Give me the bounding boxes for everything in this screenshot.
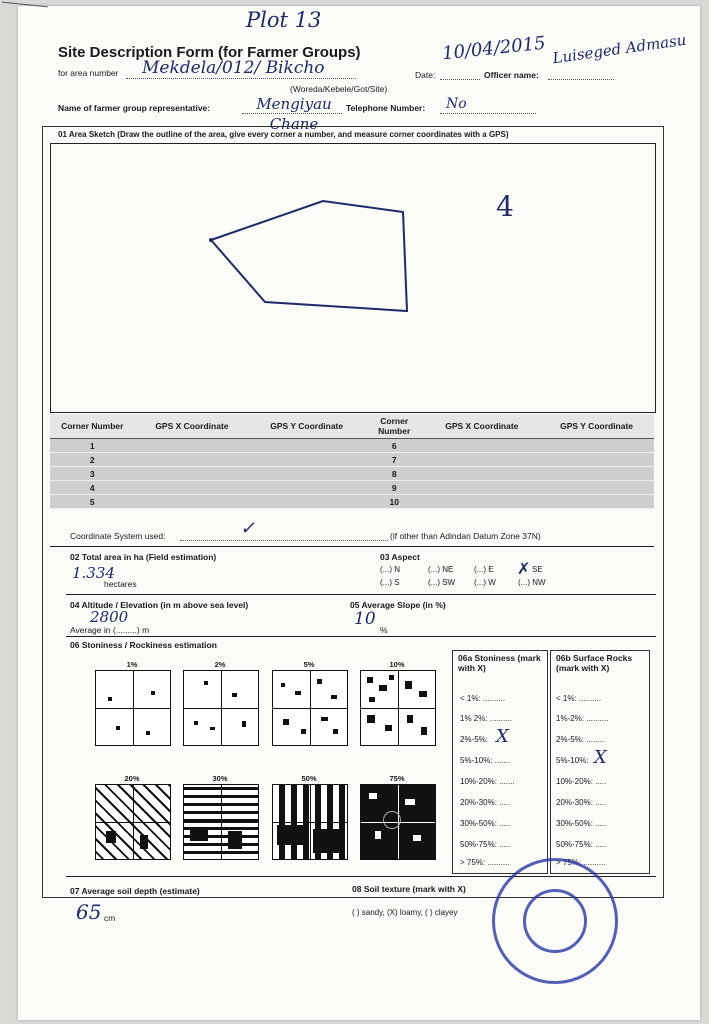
th-corner-2: Corner Number bbox=[364, 414, 424, 439]
stoniness-heading: 06 Stoniness / Rockiness estimation bbox=[70, 640, 217, 650]
area-heading: 02 Total area in ha (Field estimation) bbox=[70, 552, 217, 562]
official-stamp bbox=[492, 858, 618, 984]
stoniness-panel-30 bbox=[183, 784, 259, 860]
area-total-value: 1.334 bbox=[72, 564, 115, 582]
gps-x-cell[interactable] bbox=[135, 481, 250, 495]
coord-label: Coordinate System used: bbox=[70, 531, 166, 541]
panel-label: 30% bbox=[212, 774, 228, 783]
stoniness-option[interactable]: 5%-10%: ....... bbox=[460, 756, 511, 765]
gps-y-cell[interactable] bbox=[539, 481, 654, 495]
form-title: Site Description Form (for Farmer Groups) bbox=[58, 44, 361, 61]
stoniness-option[interactable]: 10%-20%: ....... bbox=[460, 777, 515, 786]
soil-depth-unit: cm bbox=[104, 913, 116, 923]
stoniness-panel-10 bbox=[360, 670, 436, 746]
gps-table bbox=[50, 414, 654, 509]
stoniness-panel-1 bbox=[95, 670, 171, 746]
slope-heading: 05 Average Slope (in %) bbox=[350, 600, 446, 610]
aspect-option[interactable]: SE bbox=[532, 565, 543, 574]
rocks-option[interactable]: > 75%: .......... bbox=[556, 858, 606, 867]
gps-x-cell[interactable] bbox=[424, 481, 539, 495]
corner-number: 5 bbox=[50, 495, 135, 509]
area-value: Mekdela/012/ Bikcho bbox=[142, 58, 325, 78]
corner-number: 9 bbox=[364, 481, 424, 495]
coord-value: ✓ bbox=[240, 518, 256, 539]
gps-x-cell[interactable] bbox=[424, 495, 539, 509]
aspect-option[interactable]: (...) SW bbox=[428, 578, 456, 587]
gps-x-cell[interactable] bbox=[424, 439, 539, 453]
gps-y-cell[interactable] bbox=[249, 453, 364, 467]
rep-value: Mengiyau Chane bbox=[256, 95, 332, 133]
corner-number: 7 bbox=[364, 453, 424, 467]
phone-label: Telephone Number: bbox=[346, 103, 426, 113]
th-gps-y-1: GPS Y Coordinate bbox=[249, 414, 364, 439]
stoniness-option[interactable]: < 1%: .......... bbox=[460, 694, 506, 703]
corner-number: 6 bbox=[364, 439, 424, 453]
gps-y-cell[interactable] bbox=[539, 439, 654, 453]
th-gps-y-2: GPS Y Coordinate bbox=[539, 414, 654, 439]
rocks-option[interactable]: 1%-2%: .......... bbox=[556, 714, 609, 723]
soil-texture-heading: 08 Soil texture (mark with X) bbox=[352, 884, 466, 894]
plot-annotation: Plot 13 bbox=[246, 8, 322, 32]
table-row bbox=[50, 495, 654, 509]
plot-outline bbox=[211, 201, 407, 311]
altitude-heading: 04 Altitude / Elevation (in m above sea level) bbox=[70, 600, 249, 610]
aspect-option[interactable]: (...) E bbox=[474, 565, 494, 574]
date-dots bbox=[440, 79, 480, 80]
coord-dots bbox=[180, 540, 388, 541]
stoniness-option[interactable]: 50%-75%: ..... bbox=[460, 840, 511, 849]
soil-texture-options[interactable]: ( ) sandy, (X) loamy, ( ) clayey bbox=[352, 908, 458, 917]
aspect-option[interactable]: (...) NE bbox=[428, 565, 454, 574]
corner-number: 3 bbox=[50, 467, 135, 481]
area-sketch-drawing bbox=[51, 144, 655, 412]
stoniness-panel-5 bbox=[272, 670, 348, 746]
date-label: Date: bbox=[415, 70, 436, 80]
aspect-option[interactable]: (...) N bbox=[380, 565, 400, 574]
gps-x-cell[interactable] bbox=[135, 453, 250, 467]
altitude-value: 2800 bbox=[90, 608, 129, 626]
table-row bbox=[50, 453, 654, 467]
area-sketch-box bbox=[50, 143, 656, 413]
th-gps-x-1: GPS X Coordinate bbox=[135, 414, 250, 439]
th-gps-x-2: GPS X Coordinate bbox=[424, 414, 539, 439]
th-corner-1: Corner Number bbox=[50, 414, 135, 439]
corner-number: 1 bbox=[50, 439, 135, 453]
woreda-hint: (Woreda/Kebele/Got/Site) bbox=[290, 84, 388, 94]
rep-label: Name of farmer group representative: bbox=[58, 103, 211, 113]
soil-depth-value: 65 bbox=[76, 900, 102, 924]
stoniness-mark: X bbox=[496, 726, 509, 747]
stoniness-option[interactable]: 1% 2%: .......... bbox=[460, 714, 513, 723]
gps-x-cell[interactable] bbox=[424, 467, 539, 481]
stoniness-option[interactable]: 20%-30%: ..... bbox=[460, 798, 511, 807]
gps-y-cell[interactable] bbox=[249, 467, 364, 481]
gps-x-cell[interactable] bbox=[135, 439, 250, 453]
stoniness-option[interactable]: 30%-50%: ..... bbox=[460, 819, 511, 828]
gps-x-cell[interactable] bbox=[424, 453, 539, 467]
corner-point bbox=[209, 238, 213, 242]
sketch-heading: 01 Area Sketch (Draw the outline of the area, give every corner a number, and measure corner coordinates with a GPS) bbox=[58, 130, 509, 139]
panel-label: 2% bbox=[214, 660, 226, 669]
officer-dots bbox=[548, 79, 614, 80]
divider bbox=[50, 546, 654, 547]
gps-y-cell[interactable] bbox=[249, 439, 364, 453]
divider bbox=[66, 594, 656, 595]
stoniness-option[interactable]: 2%-5%: bbox=[460, 735, 489, 744]
stoniness-panel-50 bbox=[272, 784, 348, 860]
rocks-option[interactable]: 20%-30%: ..... bbox=[556, 798, 607, 807]
slope-value: 10 bbox=[354, 609, 376, 629]
stoniness-panel-2 bbox=[183, 670, 259, 746]
col-b-heading: 06b Surface Rocks (mark with X) bbox=[556, 653, 633, 673]
aspect-heading: 03 Aspect bbox=[380, 552, 420, 562]
aspect-option[interactable]: (...) W bbox=[474, 578, 496, 587]
gps-y-cell[interactable] bbox=[249, 495, 364, 509]
panel-label: 50% bbox=[301, 774, 317, 783]
north-mark: 4 bbox=[496, 190, 514, 223]
rocks-option[interactable]: 50%-75%: ..... bbox=[556, 840, 607, 849]
corner-number: 8 bbox=[364, 467, 424, 481]
slope-unit: % bbox=[380, 625, 388, 635]
aspect-option[interactable]: (...) NW bbox=[518, 578, 546, 587]
panel-label: 75% bbox=[389, 774, 405, 783]
panel-label: 10% bbox=[389, 660, 405, 669]
panel-label: 1% bbox=[126, 660, 138, 669]
area-label: for area number bbox=[58, 68, 119, 78]
stoniness-panel-20 bbox=[95, 784, 171, 860]
aspect-mark: ✗ bbox=[517, 559, 531, 578]
divider bbox=[66, 636, 656, 637]
gps-y-cell[interactable] bbox=[539, 453, 654, 467]
rocks-option[interactable]: 2%-5%: ........ bbox=[556, 735, 605, 744]
table-row bbox=[50, 481, 654, 495]
gps-x-cell[interactable] bbox=[135, 495, 250, 509]
gps-y-cell[interactable] bbox=[249, 481, 364, 495]
officer-annotation: Luiseged Admasu bbox=[551, 30, 688, 68]
officer-label: Officer name: bbox=[484, 70, 539, 80]
altitude-avg-label: Average in (.........) m bbox=[70, 625, 150, 635]
area-unit: hectares bbox=[104, 579, 137, 589]
rocks-option[interactable]: 5%-10%: bbox=[556, 756, 589, 765]
soil-depth-heading: 07 Average soil depth (estimate) bbox=[70, 886, 200, 896]
phone-dots bbox=[440, 113, 536, 114]
rocks-mark: X bbox=[594, 747, 607, 768]
rocks-option[interactable]: 10%-20%: ..... bbox=[556, 777, 607, 786]
phone-value: No bbox=[446, 96, 467, 112]
corner-number: 4 bbox=[50, 481, 135, 495]
aspect-option[interactable]: (...) S bbox=[380, 578, 400, 587]
gps-x-cell[interactable] bbox=[135, 467, 250, 481]
panel-label: 5% bbox=[303, 660, 315, 669]
table-row bbox=[50, 467, 654, 481]
corner-number: 2 bbox=[50, 453, 135, 467]
date-value: 10/04/2015 bbox=[441, 32, 547, 65]
rocks-option[interactable]: 30%-50%: ..... bbox=[556, 819, 607, 828]
gps-y-cell[interactable] bbox=[539, 467, 654, 481]
col-a-heading: 06a Stoniness (mark with X) bbox=[458, 653, 541, 673]
rocks-option[interactable]: < 1%: .......... bbox=[556, 694, 602, 703]
stoniness-panel-75 bbox=[360, 784, 436, 860]
area-dots bbox=[126, 78, 356, 79]
coord-suffix: (if other than Adindan Datum Zone 37N) bbox=[390, 531, 541, 541]
panel-label: 20% bbox=[124, 774, 140, 783]
gps-y-cell[interactable] bbox=[539, 495, 654, 509]
stoniness-option[interactable]: > 75%: .......... bbox=[460, 858, 510, 867]
corner-number: 10 bbox=[364, 495, 424, 509]
table-row bbox=[50, 439, 654, 453]
